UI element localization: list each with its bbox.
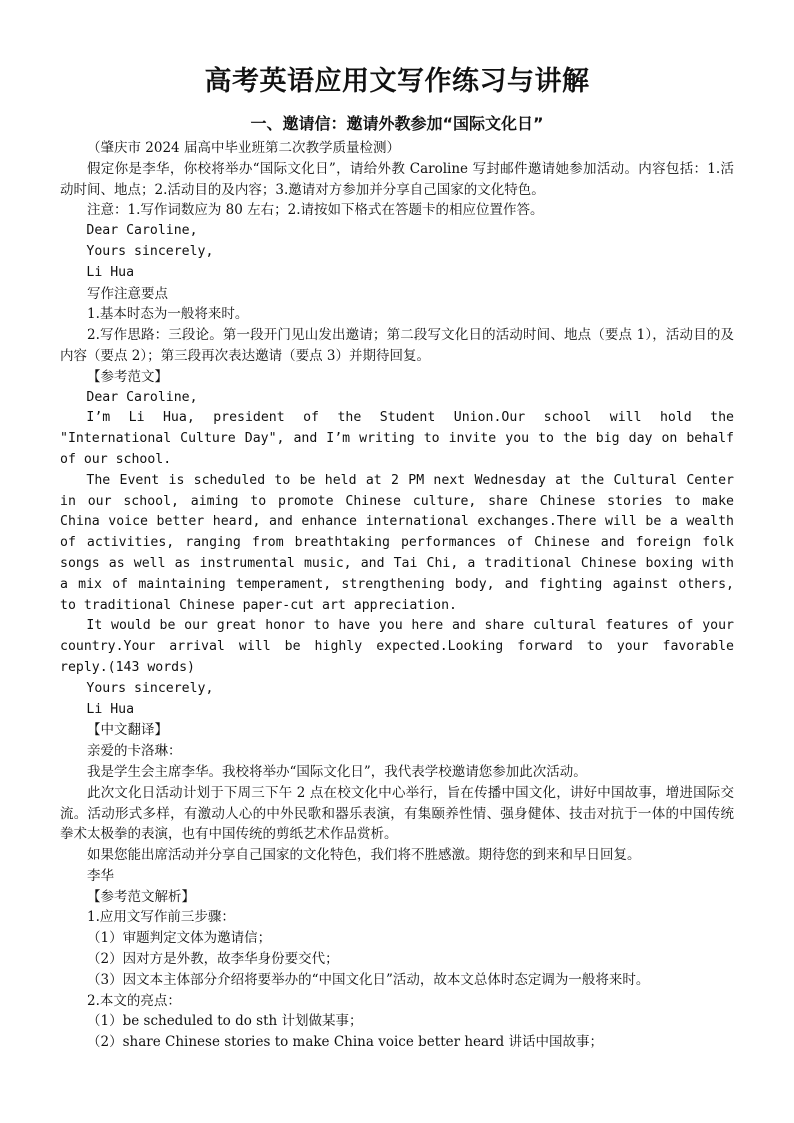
model-paragraph-2: The Event is scheduled to be held at 2 PM next Wednesday at the Cultural Center in our school, aiming to promote Chinese culture, share Chinese stories to make China voice better heard, and enhance international exchanges.There will be a wealth of activities, ranging from breathtaking performances of Chinese and foreign folk songs as well as instrumental music, and Tai Chi, a traditional Chinese boxing with a mix of maintaining temperament, strengthening body, and fighting against others, to traditional Chinese paper-cut art appreciation. xyxy=(60,472,734,613)
translation-paragraph-2: 此次文化日活动计划于下周三下午 2 点在校文化中心举行，旨在传播中国文化，讲好中国故事，增进国际交流。活动形式多样，有激动人心的中外民歌和器乐表演，有集颐养性情、强身健体、技击对抗于一体的中国传统拳术太极拳的表演，也有中国传统的剪纸艺术作品赏析。 xyxy=(60,784,734,843)
prompt-greeting: Dear Caroline, xyxy=(86,223,198,239)
model-heading: 【参考范文】 xyxy=(87,368,168,385)
prompt-signature: Li Hua xyxy=(86,264,135,280)
model-greeting: Dear Caroline, xyxy=(86,389,198,405)
prompt-task: 假定你是李华，你校将举办“国际文化日”，请给外教 Caroline 写封邮件邀请她参加活动。内容包括：1.活动时间、地点；2.活动目的及内容；3.邀请对方参加并分享自己国家的文化特色。 xyxy=(60,160,734,198)
page-title: 高考英语应用文写作练习与讲解 xyxy=(204,66,590,97)
prompt-closing: Yours sincerely, xyxy=(86,243,214,259)
points-item-1: 1.基本时态为一般将来时。 xyxy=(87,306,249,323)
analysis-step-2a: （1）be scheduled to do sth 计划做某事； xyxy=(87,1013,363,1030)
translation-heading: 【中文翻译】 xyxy=(87,722,168,739)
translation-paragraph-1: 我是学生会主席李华。我校将举办“国际文化日”，我代表学校邀请您参加此次活动。 xyxy=(87,763,587,780)
analysis-heading: 【参考范文解析】 xyxy=(87,888,195,905)
analysis-step-1c: （3）因文本主体部分介绍将要举办的“中国文化日”活动，故本文总体时态定调为一般将来时。 xyxy=(87,971,650,988)
points-item-2: 2.写作思路：三段论。第一段开门见山发出邀请；第二段写文化日的活动时间、地点（要点 1），活动目的及内容（要点 2）；第三段再次表达邀请（要点 3）并期待回复。 xyxy=(60,327,734,364)
analysis-step-1b: （2）因对方是外教，故李华身份要交代； xyxy=(87,951,339,968)
points-heading: 写作注意要点 xyxy=(87,285,168,302)
analysis-step-2: 2.本文的亮点： xyxy=(87,992,181,1009)
model-paragraph-3: It would be our great honor to have you here and share cultural features of your country.Your arrival will be highly expected.Looking forward to your favorable reply.(143 words) xyxy=(60,618,734,675)
model-closing: Yours sincerely, xyxy=(86,680,214,696)
analysis-step-2b: （2）share Chinese stories to make China voice better heard 讲话中国故事； xyxy=(87,1034,603,1051)
translation-greeting: 亲爱的卡洛琳： xyxy=(87,743,182,760)
source-note: （肇庆市 2024 届高中毕业班第二次教学质量检测） xyxy=(87,140,400,156)
prompt-note: 注意：1.写作词数应为 80 左右；2.请按如下格式在答题卡的相应位置作答。 xyxy=(87,202,544,219)
translation-signature: 李华 xyxy=(87,867,114,884)
analysis-step-1: 1.应用文写作前三步骤： xyxy=(87,909,235,926)
translation-paragraph-3: 如果您能出席活动并分享自己国家的文化特色，我们将不胜感激。期待您的到来和早日回复。 xyxy=(87,847,641,864)
model-paragraph-1: I’m Li Hua, president of the Student Union.Our school will hold the "International Culture Day", and I’m writing to invite you to the big day on behalf of our school. xyxy=(60,410,734,467)
analysis-step-1a: （1）审题判定文体为邀请信； xyxy=(87,930,272,947)
model-signature: Li Hua xyxy=(86,701,135,717)
section-subtitle: 一、邀请信：邀请外教参加“国际文化日” xyxy=(250,114,544,133)
